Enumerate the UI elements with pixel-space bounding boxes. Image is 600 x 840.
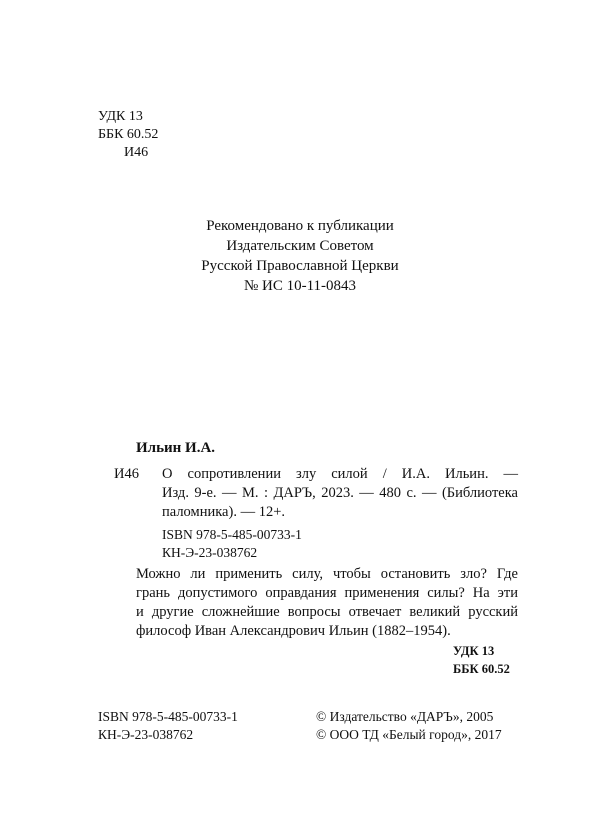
author-sign: И46 — [114, 466, 139, 482]
author-sign-top: И46 — [124, 145, 149, 160]
bbk-code-bottom: ББК 60.52 — [453, 662, 510, 676]
recommendation-line-2: Издательским Советом — [226, 238, 374, 254]
udk-code-bottom: УДК 13 — [453, 644, 495, 658]
annotation-line-1: Можно ли применить силу, чтобы остановить зло? Где — [136, 566, 518, 582]
author-heading: Ильин И.А. — [136, 440, 216, 456]
udk-code-top: УДК 13 — [98, 109, 143, 124]
bbk-code-top: ББК 60.52 — [98, 127, 159, 142]
annotation-line-2: грань допустимого оправдания применения силы? На эти — [136, 585, 518, 601]
recommendation-line-1: Рекомендовано к публикации — [206, 218, 394, 234]
annotation-line-3: и другие сложнейшие вопросы отвечает великий русский — [136, 604, 518, 620]
description-line-2: Изд. 9-е. — М. : ДАРЪ, 2023. — 480 с. — (Библиотека — [162, 485, 518, 501]
description-line-3: паломника). — 12+. — [162, 504, 285, 520]
kn-record: КН-Э-23-038762 — [162, 545, 258, 560]
copyright-line-1: © Издательство «ДАРЪ», 2005 — [316, 709, 494, 724]
description-line-1: О сопротивлении злу силой / И.А. Ильин. — — [162, 466, 518, 482]
isbn-footer: ISBN 978-5-485-00733-1 — [98, 709, 238, 724]
recommendation-line-3: Русской Православной Церкви — [201, 258, 399, 274]
isbn-record: ISBN 978-5-485-00733-1 — [162, 527, 302, 542]
kn-footer: КН-Э-23-038762 — [98, 727, 194, 742]
recommendation-number: № ИС 10-11-0843 — [243, 278, 357, 294]
annotation-line-4: философ Иван Александрович Ильин (1882–1954). — [136, 623, 451, 639]
copyright-line-2: © ООО ТД «Белый город», 2017 — [316, 727, 502, 742]
